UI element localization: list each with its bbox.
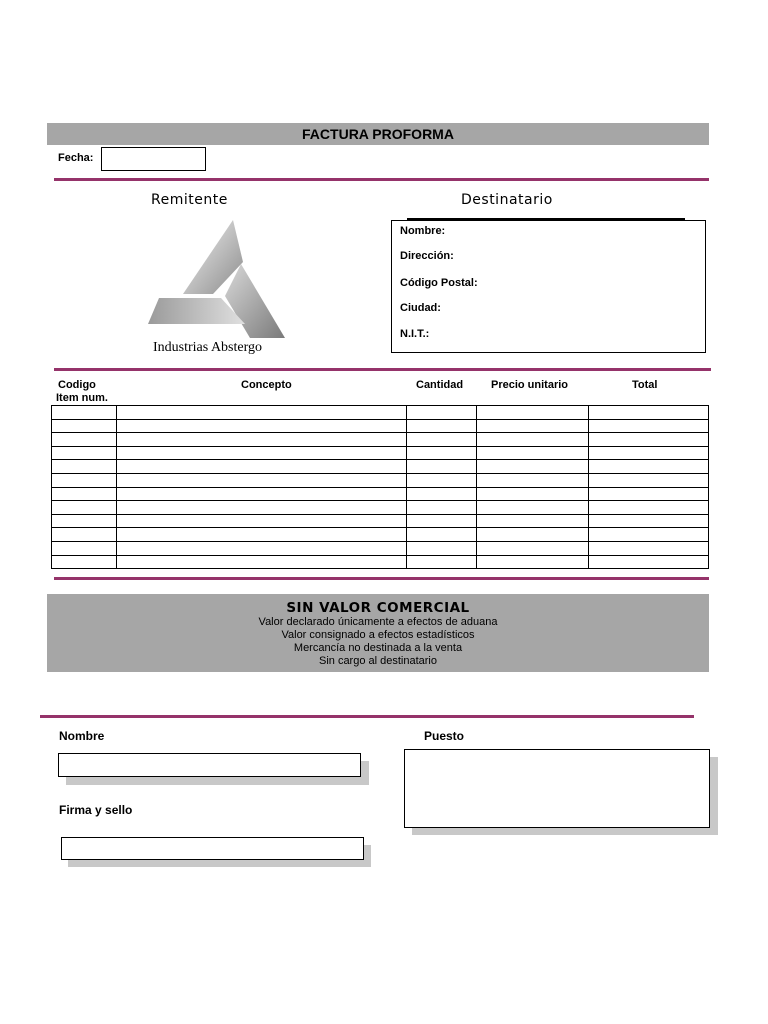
table-row <box>52 555 709 569</box>
fecha-field[interactable] <box>101 147 206 171</box>
dest-direccion-label: Dirección: <box>400 250 454 262</box>
destinatario-box <box>391 220 706 353</box>
cell-codigo[interactable] <box>52 433 117 447</box>
cell-codigo[interactable] <box>52 555 117 569</box>
cell-total[interactable] <box>589 433 709 447</box>
cell-cantidad[interactable] <box>407 501 477 515</box>
cell-precio[interactable] <box>477 406 589 420</box>
cell-precio[interactable] <box>477 419 589 433</box>
cell-concepto[interactable] <box>117 514 407 528</box>
table-row <box>52 446 709 460</box>
divider-rule <box>40 715 694 718</box>
cell-total[interactable] <box>589 460 709 474</box>
col-precio-header: Precio unitario <box>491 379 569 391</box>
cell-precio[interactable] <box>477 433 589 447</box>
cell-precio[interactable] <box>477 473 589 487</box>
notice-line: Mercancía no destinada a la venta <box>293 642 463 654</box>
destinatario-heading: Destinatario <box>461 192 553 208</box>
cell-total[interactable] <box>589 501 709 515</box>
cell-concepto[interactable] <box>117 541 407 555</box>
cell-codigo[interactable] <box>52 541 117 555</box>
col-item-num-header: Item num. <box>56 392 108 404</box>
cell-concepto[interactable] <box>117 433 407 447</box>
cell-precio[interactable] <box>477 446 589 460</box>
table-row <box>52 514 709 528</box>
table-row <box>52 433 709 447</box>
cell-codigo[interactable] <box>52 473 117 487</box>
cell-concepto[interactable] <box>117 555 407 569</box>
cell-total[interactable] <box>589 446 709 460</box>
table-row <box>52 473 709 487</box>
col-cantidad-header: Cantidad <box>416 379 464 391</box>
cell-total[interactable] <box>589 541 709 555</box>
sin-valor-comercial-notice <box>47 594 709 672</box>
cell-precio[interactable] <box>477 541 589 555</box>
cell-codigo[interactable] <box>52 406 117 420</box>
cell-total[interactable] <box>589 514 709 528</box>
notice-title: SIN VALOR COMERCIAL <box>286 600 470 616</box>
dest-codigo-postal-label: Código Postal: <box>400 277 478 289</box>
table-row <box>52 460 709 474</box>
nombre-label: Nombre <box>59 729 105 743</box>
table-row <box>52 541 709 555</box>
cell-total[interactable] <box>589 406 709 420</box>
cell-precio[interactable] <box>477 460 589 474</box>
table-row <box>52 501 709 515</box>
company-name: Industrias Abstergo <box>153 340 263 355</box>
cell-concepto[interactable] <box>117 473 407 487</box>
notice-line: Valor declarado únicamente a efectos de aduana <box>258 616 498 628</box>
cell-codigo[interactable] <box>52 460 117 474</box>
puesto-field[interactable] <box>404 749 710 828</box>
cell-codigo[interactable] <box>52 419 117 433</box>
remitente-heading: Remitente <box>151 192 228 208</box>
cell-codigo[interactable] <box>52 514 117 528</box>
cell-cantidad[interactable] <box>407 487 477 501</box>
cell-concepto[interactable] <box>117 446 407 460</box>
cell-total[interactable] <box>589 487 709 501</box>
invoice-title: FACTURA PROFORMA <box>47 123 709 145</box>
cell-cantidad[interactable] <box>407 446 477 460</box>
dest-nombre-label: Nombre: <box>400 225 446 237</box>
cell-total[interactable] <box>589 473 709 487</box>
cell-cantidad[interactable] <box>407 528 477 542</box>
puesto-label: Puesto <box>424 729 465 743</box>
cell-cantidad[interactable] <box>407 541 477 555</box>
notice-line: Sin cargo al destinatario <box>318 655 437 667</box>
cell-cantidad[interactable] <box>407 460 477 474</box>
cell-cantidad[interactable] <box>407 514 477 528</box>
cell-precio[interactable] <box>477 555 589 569</box>
cell-concepto[interactable] <box>117 460 407 474</box>
cell-concepto[interactable] <box>117 406 407 420</box>
table-row <box>52 528 709 542</box>
items-table <box>51 405 709 569</box>
cell-cantidad[interactable] <box>407 555 477 569</box>
cell-total[interactable] <box>589 555 709 569</box>
firma-field[interactable] <box>61 837 364 860</box>
table-row <box>52 487 709 501</box>
table-row <box>52 406 709 420</box>
dest-ciudad-label: Ciudad: <box>400 302 441 314</box>
table-row <box>52 419 709 433</box>
cell-cantidad[interactable] <box>407 419 477 433</box>
cell-codigo[interactable] <box>52 501 117 515</box>
fecha-label: Fecha: <box>58 152 94 164</box>
divider-rule <box>54 577 709 580</box>
col-concepto-header: Concepto <box>241 379 292 391</box>
dest-nit-label: N.I.T.: <box>400 328 430 340</box>
notice-line: Valor consignado a efectos estadísticos <box>281 629 475 641</box>
cell-cantidad[interactable] <box>407 473 477 487</box>
cell-cantidad[interactable] <box>407 433 477 447</box>
cell-precio[interactable] <box>477 487 589 501</box>
divider-rule <box>54 178 709 181</box>
company-logo-icon <box>145 218 287 340</box>
cell-codigo[interactable] <box>52 528 117 542</box>
cell-concepto[interactable] <box>117 419 407 433</box>
col-codigo-header: Codigo <box>58 379 96 391</box>
cell-concepto[interactable] <box>117 501 407 515</box>
cell-precio[interactable] <box>477 528 589 542</box>
firma-label: Firma y sello <box>59 803 133 817</box>
cell-total[interactable] <box>589 528 709 542</box>
cell-concepto[interactable] <box>117 487 407 501</box>
cell-codigo[interactable] <box>52 487 117 501</box>
cell-codigo[interactable] <box>52 446 117 460</box>
divider-rule <box>54 368 711 371</box>
cell-concepto[interactable] <box>117 528 407 542</box>
col-total-header: Total <box>632 379 658 391</box>
cell-precio[interactable] <box>477 514 589 528</box>
cell-precio[interactable] <box>477 501 589 515</box>
cell-cantidad[interactable] <box>407 406 477 420</box>
cell-total[interactable] <box>589 419 709 433</box>
nombre-field[interactable] <box>58 753 361 777</box>
